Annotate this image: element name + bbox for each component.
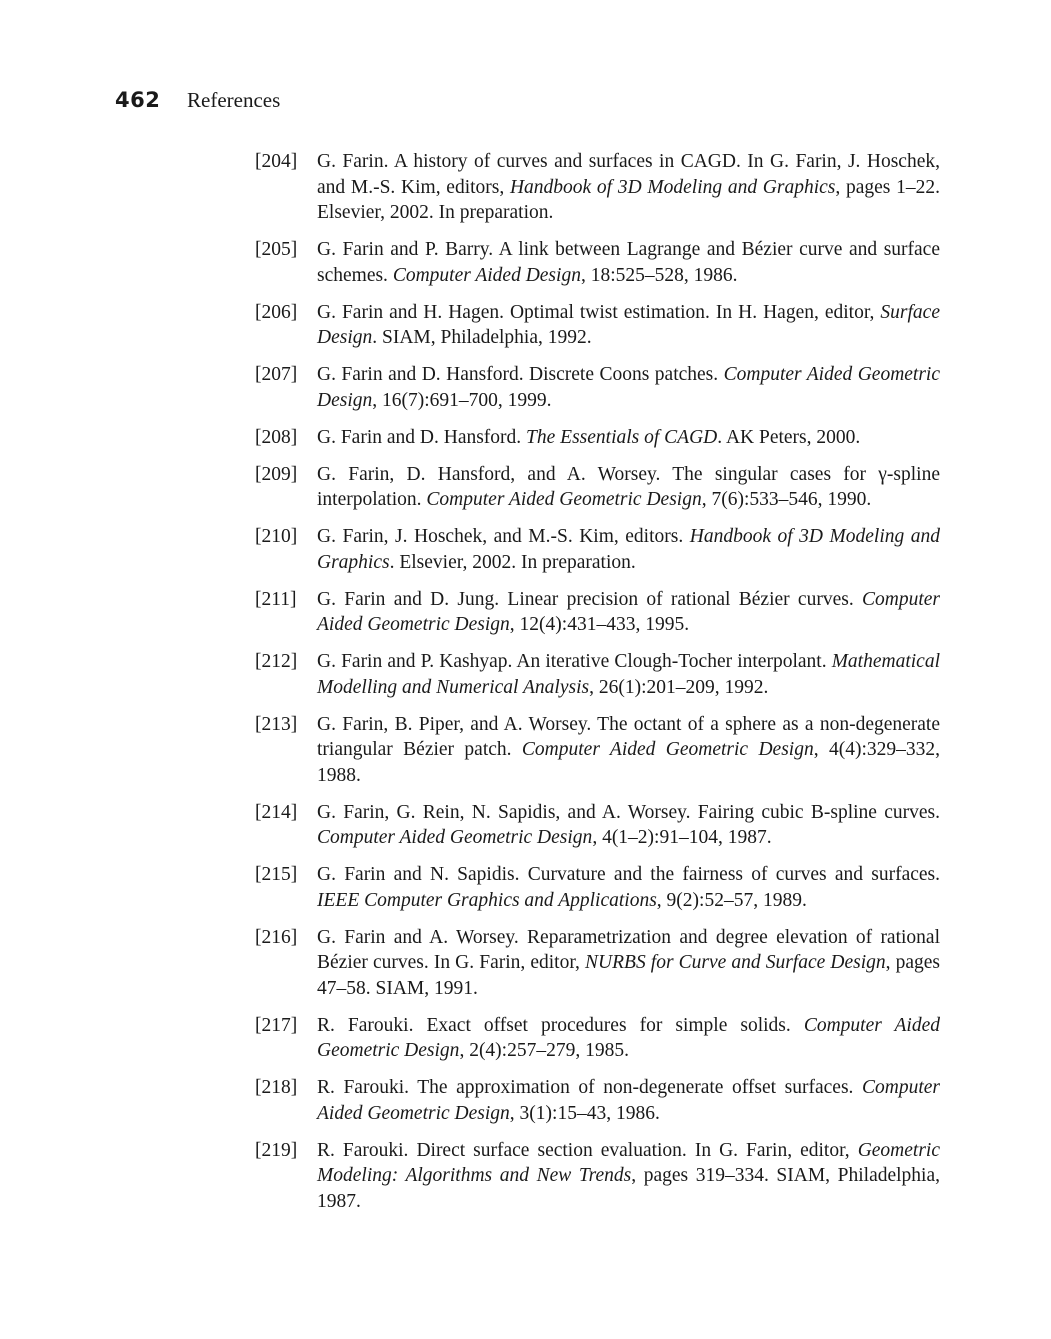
reference-text <box>317 1075 940 1126</box>
reference-title-italic: Surface Design <box>317 301 940 348</box>
section-title: References <box>187 88 281 112</box>
reference-number: [217] <box>255 1014 298 1036</box>
reference-text-segment: G. Farin and D. Jung. Linear precision of rational Bézier curves. <box>317 588 862 610</box>
reference-number: [209] <box>255 463 298 485</box>
reference-text-segment: . SIAM, Philadelphia, 1992. <box>372 327 592 348</box>
reference-text-segment: . Elsevier, 2002. In preparation. <box>389 551 636 573</box>
reference-text <box>317 587 940 638</box>
reference-text-segment: , 4(4):329–332, 1988. <box>317 739 940 786</box>
reference-text-segment: , 16(7):691–700, 1999. <box>372 389 552 411</box>
reference-text-segment: , 2(4):257–279, 1985. <box>459 1040 629 1061</box>
reference-text-segment: , 26(1):201–209, 1992. <box>589 676 769 698</box>
reference-text <box>317 462 940 513</box>
reference-title-italic: Geometric Modeling: Algorithms and New Trends <box>317 1139 940 1186</box>
reference-title-italic: Computer Aided Geometric Design <box>317 1077 940 1124</box>
reference-text <box>317 862 940 913</box>
reference-text <box>317 649 940 700</box>
reference-title-italic: Computer Aided Geometric Design <box>317 1014 940 1061</box>
reference-text-segment: , 4(1–2):91–104, 1987. <box>592 827 772 848</box>
reference-title-italic: Computer Aided Geometric Design <box>521 739 814 760</box>
reference-text <box>317 712 940 789</box>
reference-entry <box>255 587 940 638</box>
reference-entry <box>255 362 940 413</box>
reference-text <box>317 925 940 1002</box>
reference-text-segment: G. Farin. A history of curves and surfaces in CAGD. In G. Farin, J. Hoschek, and M.-S. Kim, editors, <box>317 151 940 198</box>
reference-text <box>317 362 940 413</box>
reference-entry <box>255 300 940 351</box>
reference-entry <box>255 237 940 288</box>
reference-entry <box>255 712 940 789</box>
reference-number: [205] <box>255 239 298 260</box>
reference-entry <box>255 425 940 451</box>
reference-entry <box>255 1013 940 1064</box>
reference-text-segment: G. Farin and H. Hagen. Optimal twist estimation. In H. Hagen, editor, <box>317 301 881 323</box>
reference-text-segment: R. Farouki. Direct surface section evaluation. In G. Farin, editor, <box>317 1139 858 1161</box>
reference-number: [219] <box>255 1139 298 1161</box>
reference-text-segment: . AK Peters, 2000. <box>717 426 861 448</box>
reference-text <box>317 237 940 288</box>
reference-text-segment: , 7(6):533–546, 1990. <box>701 489 872 510</box>
reference-entry <box>255 1075 940 1126</box>
reference-number: [204] <box>255 151 298 172</box>
reference-entry <box>255 149 940 226</box>
reference-text-segment: G. Farin, J. Hoschek, and M.-S. Kim, editors. <box>317 526 690 547</box>
reference-number: [214] <box>255 801 298 823</box>
reference-title-italic: NURBS for Curve and Surface Design <box>585 952 886 973</box>
reference-number: [212] <box>255 651 298 672</box>
reference-text-segment: G. Farin and N. Sapidis. Curvature and the fairness of curves and surfaces. <box>317 864 940 885</box>
reference-number: [206] <box>255 301 298 323</box>
reference-list <box>255 149 940 1226</box>
reference-text-segment: G. Farin, B. Piper, and A. Worsey. The octant of a sphere as a non-degenerate triangular Bézier patch. <box>317 713 940 760</box>
reference-title-italic: Handbook of 3D Modeling and Graphics <box>509 176 836 198</box>
reference-text-segment: , pages 1–22. Elsevier, 2002. In preparation. <box>317 176 940 223</box>
reference-entry <box>255 649 940 700</box>
reference-text <box>317 149 940 226</box>
reference-number: [218] <box>255 1077 298 1098</box>
reference-title-italic: IEEE Computer Graphics and Applications <box>317 889 657 911</box>
reference-text-segment: , 3(1):15–43, 1986. <box>509 1102 660 1124</box>
reference-title-italic: Computer Aided Geometric Design <box>426 489 702 510</box>
reference-entry <box>255 862 940 913</box>
reference-title-italic: The Essentials of CAGD <box>526 426 718 448</box>
reference-text-segment: G. Farin and P. Kashyap. An iterative Clough-Tocher interpolant. <box>317 651 832 672</box>
reference-text <box>317 1138 940 1215</box>
reference-number: [211] <box>255 588 297 610</box>
reference-text-segment: G. Farin, D. Hansford, and A. Worsey. The singular cases for γ-spline interpolation. <box>317 463 940 510</box>
reference-text-segment: G. Farin and D. Hansford. Discrete Coons patches. <box>317 364 724 385</box>
reference-text-segment: R. Farouki. Exact offset procedures for simple solids. <box>317 1014 804 1036</box>
running-head <box>115 88 280 113</box>
reference-title-italic: Computer Aided Geometric Design <box>317 588 940 635</box>
reference-text <box>317 300 940 351</box>
reference-entry <box>255 1138 940 1215</box>
reference-number: [207] <box>255 364 298 385</box>
reference-number: [216] <box>255 926 298 948</box>
reference-text-segment: , pages 47–58. SIAM, 1991. <box>317 952 941 999</box>
reference-text-segment: G. Farin and A. Worsey. Reparametrization and degree elevation of rational Bézier curves. In G. Farin, editor, <box>317 926 940 973</box>
reference-title-italic: Computer Aided Geometric Design <box>317 827 593 848</box>
reference-title-italic: Mathematical Modelling and Numerical Analysis <box>317 651 940 698</box>
reference-text-segment: G. Farin and P. Barry. A link between Lagrange and Bézier curve and surface schemes. <box>317 239 940 286</box>
reference-text-segment: , 9(2):52–57, 1989. <box>656 889 807 911</box>
reference-text <box>317 524 940 575</box>
reference-text-segment: , 12(4):431–433, 1995. <box>509 614 690 635</box>
reference-text <box>317 1013 940 1064</box>
reference-text <box>317 425 940 451</box>
reference-title-italic: Handbook of 3D Modeling and Graphics <box>317 526 940 573</box>
reference-entry <box>255 462 940 513</box>
reference-number: [208] <box>255 426 298 448</box>
reference-entry <box>255 800 940 851</box>
reference-text-segment: G. Farin, G. Rein, N. Sapidis, and A. Worsey. Fairing cubic B-spline curves. <box>317 801 940 823</box>
reference-text <box>317 800 940 851</box>
reference-text-segment: , 18:525–528, 1986. <box>580 264 738 286</box>
reference-entry <box>255 524 940 575</box>
reference-number: [215] <box>255 864 298 885</box>
reference-title-italic: Computer Aided Geometric Design <box>317 364 941 411</box>
reference-entry <box>255 925 940 1002</box>
reference-text-segment: R. Farouki. The approximation of non-degenerate offset surfaces. <box>317 1077 862 1098</box>
reference-text-segment: , pages 319–334. SIAM, Philadelphia, 1987. <box>317 1165 940 1212</box>
reference-title-italic: Computer Aided Design <box>392 264 581 286</box>
page-number: 462 <box>115 88 161 112</box>
reference-number: [210] <box>255 526 298 547</box>
reference-text-segment: G. Farin and D. Hansford. <box>317 426 527 448</box>
reference-number: [213] <box>255 713 298 735</box>
